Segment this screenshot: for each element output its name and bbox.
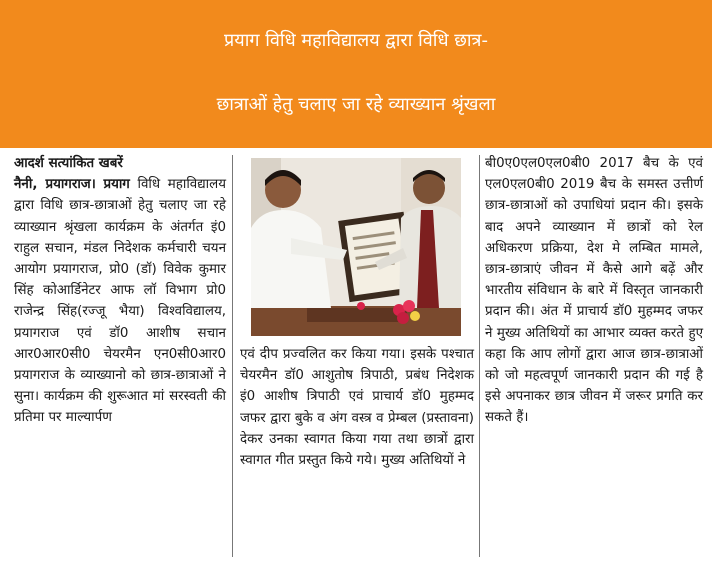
column-2-body: एवं दीप प्रज्वलित कर किया गया। इसके पश्चात चेयरमैन डॉ0 आशुतोष त्रिपाठी, प्रबंध निदेशक इं0 आशीष त्रिपाठी एवं प्राचार्य डॉ0 मुहम्मद जफर द्वारा बुके व अंग वस्त्र व प्रेम्बल (प्रस्तावना) देकर उनका स्वागत किया गया तथा छात्रों द्वारा स्वागत गीत प्रस्तुत किये गये। मुख्य अतिथियों ने (240, 347, 474, 469)
article-column-1-text (14, 174, 226, 428)
headline-banner (0, 0, 712, 148)
headline-line-1: प्रयाग विधि महाविद्यालय द्वारा विधि छात्र- (224, 30, 488, 51)
headline-line-2: छात्राओं हेतु चलाए जा रहे व्याख्यान श्रृंखला (216, 94, 496, 115)
column-3-body: बी0ए0एल0एल0बी0 2017 बैच के एवं एल0एल0बी0 2019 बैच के समस्त उत्तीर्ण छात्र-छात्राओं को उपाधियां प्रदान की। इसके बाद अपने व्याख्यान में छात्रों को रेल अधिकरण प्रक्रिया, देश मे लम्बित मामले, छात्र-छात्राएं जीवन में कैसे आगे बढ़ें और भारतीय संविधान के बारे में विस्तृत जानकारी प्रदान की। अंत में प्राचार्य डॉ0 मुहम्मद जफर ने मुख्य अतिथियों का आभार व्यक्त करते हुए कहा कि आप लोगों द्वारा आज छात्र-छात्राओं को जो महत्वपूर्ण जानकारी प्रदान की गई है इसे अपनाकर छात्र जीवन में जरूर प्रगति कर सकते हैं। (485, 156, 703, 426)
column-divider-left (232, 155, 233, 557)
column-divider-right (479, 155, 480, 557)
article-column-1 (14, 153, 226, 429)
lead-word: प्रयाग (103, 177, 130, 193)
event-photo-illustration (251, 158, 461, 336)
dateline: नैनी, प्रयागराज। (14, 177, 96, 193)
article-column-2 (240, 344, 474, 471)
article-source: आदर्श सत्यांकित खबरें (14, 156, 123, 171)
event-photo (251, 158, 461, 336)
article-column-3 (485, 153, 703, 429)
column-1-body: विधि महाविद्यालय द्वारा विधि छात्र-छात्राओं हेतु चलाए जा रहे व्याख्यान श्रृंखला कार्यक्रम के अंतर्गत इं0 राहुल सचान, मंडल निदेशक कर्मचारी चयन आयोग प्रयागराज, प्रो0 (डॉ) विवेक कुमार सिंह कोआर्डिनेटर आफ लॉ विभाग प्रो0 राजेन्द्र सिंह(रज्जू भैया) विश्वविद्यालय, प्रयागराज एवं डॉ0 आशीष सचान आर0आर0सी0 चेयरमैन एन0सी0आर0 प्रयागराज के व्याख्यानो को छात्र-छात्राओं ने सुना। कार्यक्रम की शुरूआत मां सरस्वती की प्रतिमा पर माल्यार्पण (14, 177, 226, 426)
